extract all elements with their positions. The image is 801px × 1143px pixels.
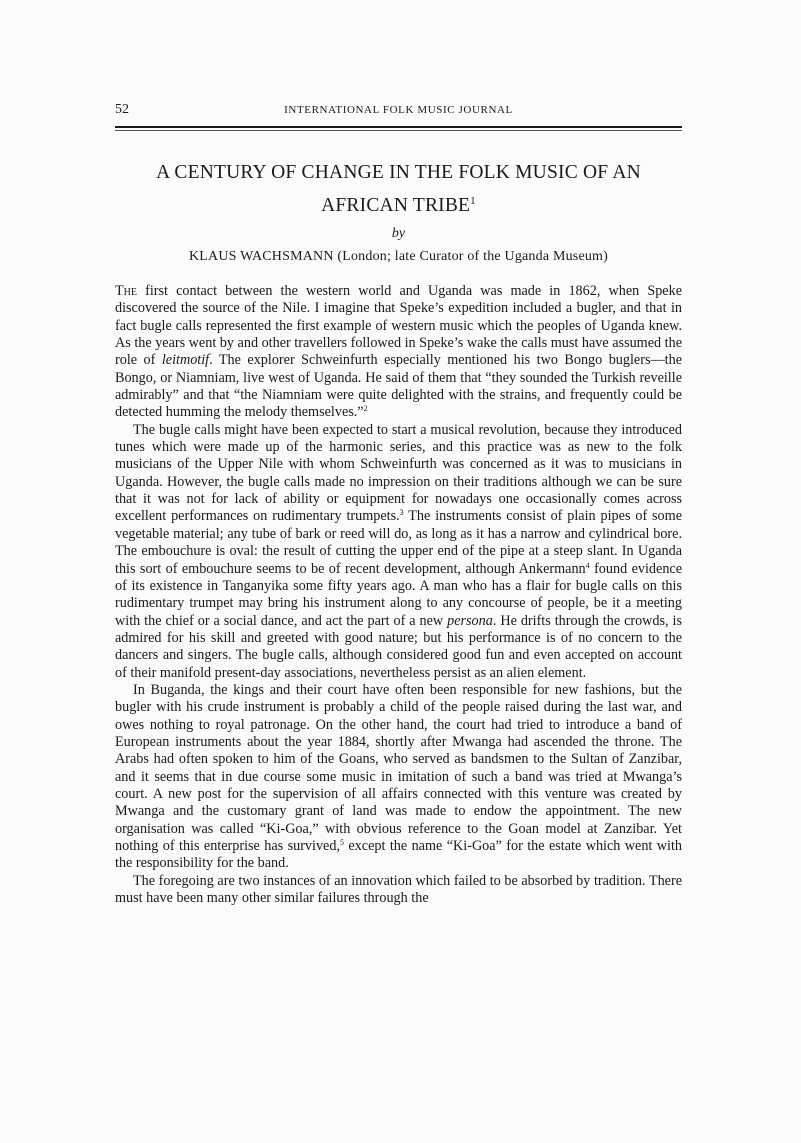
text-run: . The explorer Schweinfurth especially mentioned his two Bongo buglers—the Bongo, or Niamniam, live west of Uganda. He said of them that “they sounded the Turkish reveille admirably” and that “the Niamniam were quite delighted with the strains, and frequently could be detected humming the melody themselves.” [115,352,682,421]
italic-term: leitmotif [161,352,210,369]
byline-by: by [391,226,406,241]
text-run: In Buganda, the kings and their court have often been responsible for new fashions, but the bugler with his crude instrument is probably a child of the people raised during the last war, and owes nothing to royal patronage. On the other hand, the court had tried to introduce a band of European instruments about the year 1884, shortly after Mwanga had ascended the throne. The Arabs had often spoken to him of the Goans, who served as bandsmen to the Sultan of Zanzibar, and it seems that in due course some music in imitation of such a band was tried at Mwanga’s court. A new post for the supervision of all affairs connected with this venture was created by Mwanga and the customary grant of land was made to endow the appointment. The new organisation was called “Ki-Goa,” with obvious reference to the Goan model at Zanzibar. Yet nothing of this enterprise has survived, [115,681,682,854]
journal-title: INTERNATIONAL FOLK MUSIC JOURNAL [284,104,513,116]
text-run: The foregoing are two instances of an innovation which failed to be absorbed by tradition. There must have been many other similar failures through the [115,872,682,907]
footnote-marker: 3 [399,508,404,518]
page-number: 52 [115,102,129,117]
article-title [115,159,682,220]
author-line: KLAUS WACHSMANN (London; late Curator of the Uganda Museum) [188,249,609,264]
paragraph [115,422,682,682]
text-run: found evidence of its existence in Tanganyika some fifty years ago. A man who has a flair for bugle calls on this rudimentary trumpet may bring his instrument along to any concourse of people, be it a meeting with the chief or a social dance, and act the part of a new [115,560,683,629]
text-run: except the name “Ki-Goa” for the estate which went with the responsibility for the band. [115,838,682,872]
header-rule-thin [115,130,682,131]
title-footnote-marker: 1 [470,195,476,207]
paragraph [115,283,682,422]
paragraph [115,873,682,908]
paragraph [115,682,682,873]
text-run: The instruments consist of plain pipes of some vegetable material; any tube of bark or reed will do, as long as it has a narrow and cylindrical bore. The embouchure is oval: the result of cutting the upper end of the pipe at a steep slant. In Uganda this sort of embouchure seems to be of recent development, although Ankermann [115,508,682,577]
footnote-marker: 4 [585,560,590,570]
lead-in-small-caps: The [115,283,137,299]
running-head [115,100,682,120]
text-run: . He drifts through the crowds, is admired for his skill and greeted with good nature; but his performance is of no concern to the dancers and singers. The bugle calls, although considered good fun and even accepted on account of their manifold present-day associations, nevertheless persist as an alien element. [115,612,682,681]
footnote-marker: 5 [340,838,344,847]
header-rule-thick [115,126,682,128]
italic-term: persona [447,612,493,629]
article-title-text: A CENTURY OF CHANGE IN THE FOLK MUSIC OF AN AFRICAN TRIBE [156,162,641,216]
footnote-marker: 2 [363,404,368,414]
text-run: first contact between the western world and Uganda was made in 1862, when Speke discovered the source of the Nile. I imagine that Speke’s expedition included a bugler, and that in fact bugle calls represented the first example of western music which the peoples of Uganda knew. As the years went by and other travellers followed in Speke’s wake the calls must have assumed the role of [115,283,682,369]
text-run: The bugle calls might have been expected to start a musical revolution, because they introduced tunes which were made up of the harmonic series, and this practice was as new to the folk musicians of the Upper Nile with whom Schweinfurth was concerned as it was to musicians in Uganda. However, the bugle calls made no impression on their traditions although we can be sure that it was not for lack of ability or equipment for nowadays one occasionally comes across excellent performances on rudimentary trumpets. [115,421,682,525]
journal-page [115,100,682,907]
article-body [115,283,682,907]
